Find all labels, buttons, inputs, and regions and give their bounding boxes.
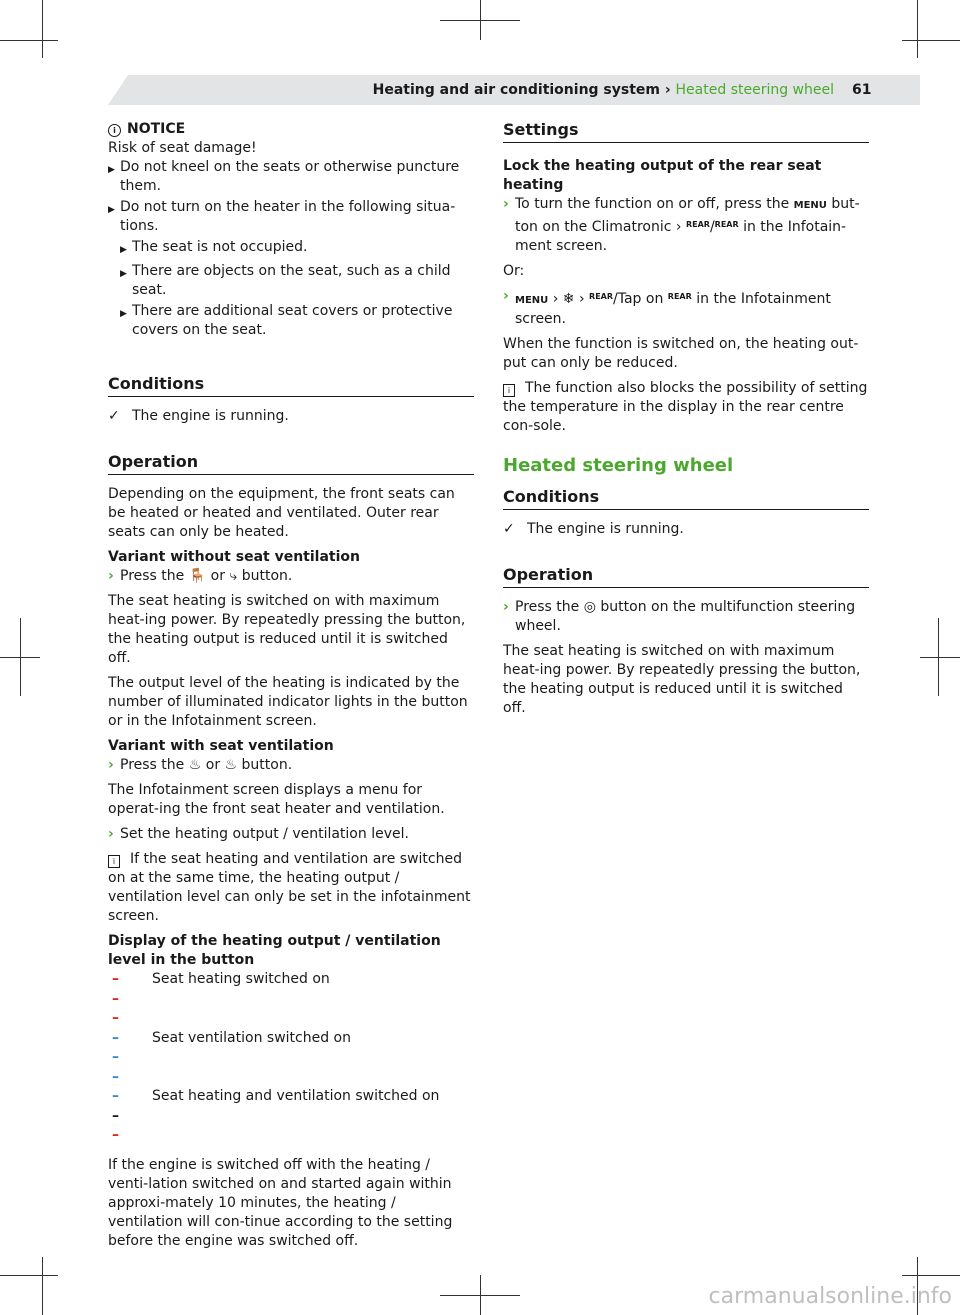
crop-mark xyxy=(440,20,520,21)
step-text: in the Infotainment screen. xyxy=(515,291,831,327)
crop-mark xyxy=(0,1275,58,1276)
info-note xyxy=(503,379,869,436)
level-row xyxy=(108,1029,474,1049)
level-row xyxy=(108,1009,474,1029)
triangle-bullet-icon: ▶ xyxy=(108,165,115,175)
breadcrumb-separator: › xyxy=(660,82,676,98)
rear-heat-icon: REAR xyxy=(714,220,739,229)
step xyxy=(503,287,869,329)
info-note-text: The function also blocks the possibility of setting the temperature in the display in the rear centre con-sole. xyxy=(503,380,868,434)
menu-key-icon: MENU xyxy=(515,295,549,306)
breadcrumb-chapter[interactable]: Heating and air conditioning system xyxy=(372,82,660,98)
step: › To turn the function on or off, press the MENU but-ton on the Climatronic › $^{REAR}$/$^{REAR}$ in the Infotain-ment screen. xyxy=(503,196,860,254)
step-text: button on the multifunction steering wheel. xyxy=(515,599,856,634)
level-indicator: – xyxy=(112,1010,119,1026)
paragraph: The seat heating is switched on with maximum heat-ing power. By repeatedly pressing the button, the heating output is reduced until it is switched off. xyxy=(108,593,466,666)
seat-heat-right-icon: ⤷ xyxy=(229,568,238,584)
list-item-text: There are additional seat covers or protective covers on the seat. xyxy=(132,303,453,338)
condition-text: The engine is running. xyxy=(132,408,289,424)
step-text: /Tap on xyxy=(613,291,664,307)
lock-heading: Lock the heating output of the rear seat heating xyxy=(503,158,822,193)
list-item-text: The seat is not occupied. xyxy=(132,239,308,255)
level-row xyxy=(108,1048,474,1068)
climate-fan-icon: ❄ xyxy=(562,291,575,307)
info-icon: i xyxy=(108,855,120,868)
crop-mark xyxy=(440,1295,520,1296)
triangle-bullet-icon: ▶ xyxy=(120,269,127,279)
crop-mark xyxy=(42,1257,43,1315)
operation-heading: Operation xyxy=(503,565,869,588)
breadcrumb-current: Heated steering wheel xyxy=(675,82,834,98)
step-text: Set the heating output / ventilation level. xyxy=(120,826,409,842)
notice-title: NOTICE xyxy=(127,121,186,137)
list-item xyxy=(120,302,474,340)
level-row xyxy=(108,1087,474,1107)
info-note-text: If the seat heating and ventilation are switched on at the same time, the heating output / ventilation level can only be set in the infotainment screen. xyxy=(108,851,471,924)
list-item xyxy=(108,198,474,236)
seat-heat-left-icon: 🪑 xyxy=(188,568,207,584)
notice-icon: i xyxy=(108,124,121,137)
operation-heading: Operation xyxy=(108,452,474,475)
step-text: To turn the function on or off, press the xyxy=(515,196,790,212)
step-text: Press the xyxy=(120,568,185,584)
list-item xyxy=(120,238,474,260)
step-arrow-icon: › xyxy=(108,757,114,773)
level-row xyxy=(108,1126,474,1146)
notice-subtitle: Risk of seat damage! xyxy=(108,140,257,156)
step-arrow-icon: › xyxy=(503,196,509,212)
level-indicator: – xyxy=(112,990,119,1007)
variant2-heading: Variant with seat ventilation xyxy=(108,738,334,754)
level-label: Seat ventilation switched on xyxy=(152,1029,351,1046)
paragraph: The Infotainment screen displays a menu for operat-ing the front seat heater and ventilation. xyxy=(108,782,445,817)
triangle-bullet-icon: ▶ xyxy=(120,309,127,319)
crop-mark xyxy=(0,657,40,658)
condition-item xyxy=(503,520,869,539)
or-text: Or: xyxy=(503,263,525,279)
level-label: Seat heating and ventilation switched on xyxy=(152,1088,440,1104)
triangle-bullet-icon: ▶ xyxy=(120,245,127,255)
step xyxy=(108,825,474,844)
chevron-right-icon: › xyxy=(578,291,585,307)
rear-heat-icon: REAR xyxy=(667,292,692,301)
condition-text: The engine is running. xyxy=(527,521,684,537)
checkmark-icon: ✓ xyxy=(503,521,515,537)
display-heading: Display of the heating output / ventilation level in the button xyxy=(108,933,441,968)
list-item-text: Do not kneel on the seats or otherwise puncture them. xyxy=(120,159,460,194)
level-indicator: – xyxy=(112,1029,119,1046)
level-label: Seat heating switched on xyxy=(152,971,330,987)
step-text: button. xyxy=(241,757,293,773)
heated-steering-wheel-icon: ◎ xyxy=(583,599,596,615)
step-arrow-icon: › xyxy=(108,568,114,584)
chevron-right-icon: › xyxy=(552,291,559,307)
list-item xyxy=(108,158,474,196)
info-note xyxy=(108,850,474,926)
breadcrumb xyxy=(373,82,834,98)
level-indicator: – xyxy=(112,1107,119,1124)
menu-key-icon: MENU xyxy=(793,200,827,211)
step-text: but-ton on the Climatronic xyxy=(515,196,860,235)
paragraph: The output level of the heating is indicated by the number of illuminated indicator lights in the button or in the Infotainment screen. xyxy=(108,675,468,729)
rear-heat-icon: REAR xyxy=(685,220,710,229)
list-item xyxy=(120,262,474,300)
right-column xyxy=(503,120,869,724)
chevron-right-icon: › xyxy=(675,219,682,235)
level-row xyxy=(108,970,474,990)
left-column xyxy=(108,120,474,1257)
conditions-heading: Conditions xyxy=(503,487,869,510)
level-row xyxy=(108,990,474,1010)
step-text: Press the xyxy=(515,599,580,615)
rear-heat-icon: REAR xyxy=(589,292,614,301)
level-row xyxy=(108,1068,474,1088)
operation-intro: Depending on the equipment, the front seats can be heated or heated and ventilated. Outer rear seats can only be heated. xyxy=(108,486,455,540)
settings-heading: Settings xyxy=(503,120,869,143)
paragraph: When the function is switched on, the heating out-put can only be reduced. xyxy=(503,336,859,371)
step-arrow-icon: › xyxy=(503,288,509,304)
conditions-heading: Conditions xyxy=(108,374,474,397)
seat-heat-vent-left-icon: ♨ xyxy=(188,757,202,773)
step-text: button. xyxy=(241,568,293,584)
step-arrow-icon: › xyxy=(503,599,509,615)
page-number: 61 xyxy=(852,82,872,98)
step-text: or xyxy=(205,757,221,773)
step xyxy=(503,598,869,636)
watermark: carmanualsonline.info xyxy=(708,1284,952,1309)
section-title: Heated steering wheel xyxy=(503,455,734,476)
crop-mark xyxy=(920,657,960,658)
closing-paragraph: If the engine is switched off with the heating / venti-lation switched on and started again within approxi-mately 10 minutes, the heating / ventilation will con-tinue according to the setting before the engine was switched off. xyxy=(108,1156,453,1249)
paragraph: The seat heating is switched on with maximum heat-ing power. By repeatedly pressing the button, the heating output is reduced until it is switched off. xyxy=(503,643,861,716)
list-item-text: Do not turn on the heater in the following situa-tions. xyxy=(120,199,456,234)
step-text: Press the xyxy=(120,757,185,773)
info-icon: i xyxy=(503,384,515,397)
level-indicator: – xyxy=(112,971,119,987)
crop-mark xyxy=(0,40,58,41)
step-text: in the Infotain-ment screen. xyxy=(515,219,847,254)
variant1-heading: Variant without seat ventilation xyxy=(108,549,360,565)
level-row xyxy=(108,1107,474,1127)
condition-item xyxy=(108,407,474,426)
level-indicator: – xyxy=(112,1068,119,1085)
level-indicator: – xyxy=(112,1088,119,1104)
step xyxy=(108,567,474,586)
step-arrow-icon: › xyxy=(108,826,114,842)
step-text: or xyxy=(210,568,225,584)
level-list xyxy=(108,970,474,1146)
triangle-bullet-icon: ▶ xyxy=(108,205,115,215)
crop-mark xyxy=(917,0,918,58)
level-indicator: – xyxy=(112,1049,119,1065)
notice-heading xyxy=(108,120,474,139)
list-item-text: There are objects on the seat, such as a child seat. xyxy=(132,263,451,298)
level-indicator: – xyxy=(112,1127,119,1143)
crop-mark xyxy=(902,1275,960,1276)
step xyxy=(108,756,474,775)
crop-mark xyxy=(902,40,960,41)
crop-mark xyxy=(42,0,43,58)
checkmark-icon: ✓ xyxy=(108,408,120,424)
seat-heat-vent-right-icon: ♨ xyxy=(224,757,238,773)
